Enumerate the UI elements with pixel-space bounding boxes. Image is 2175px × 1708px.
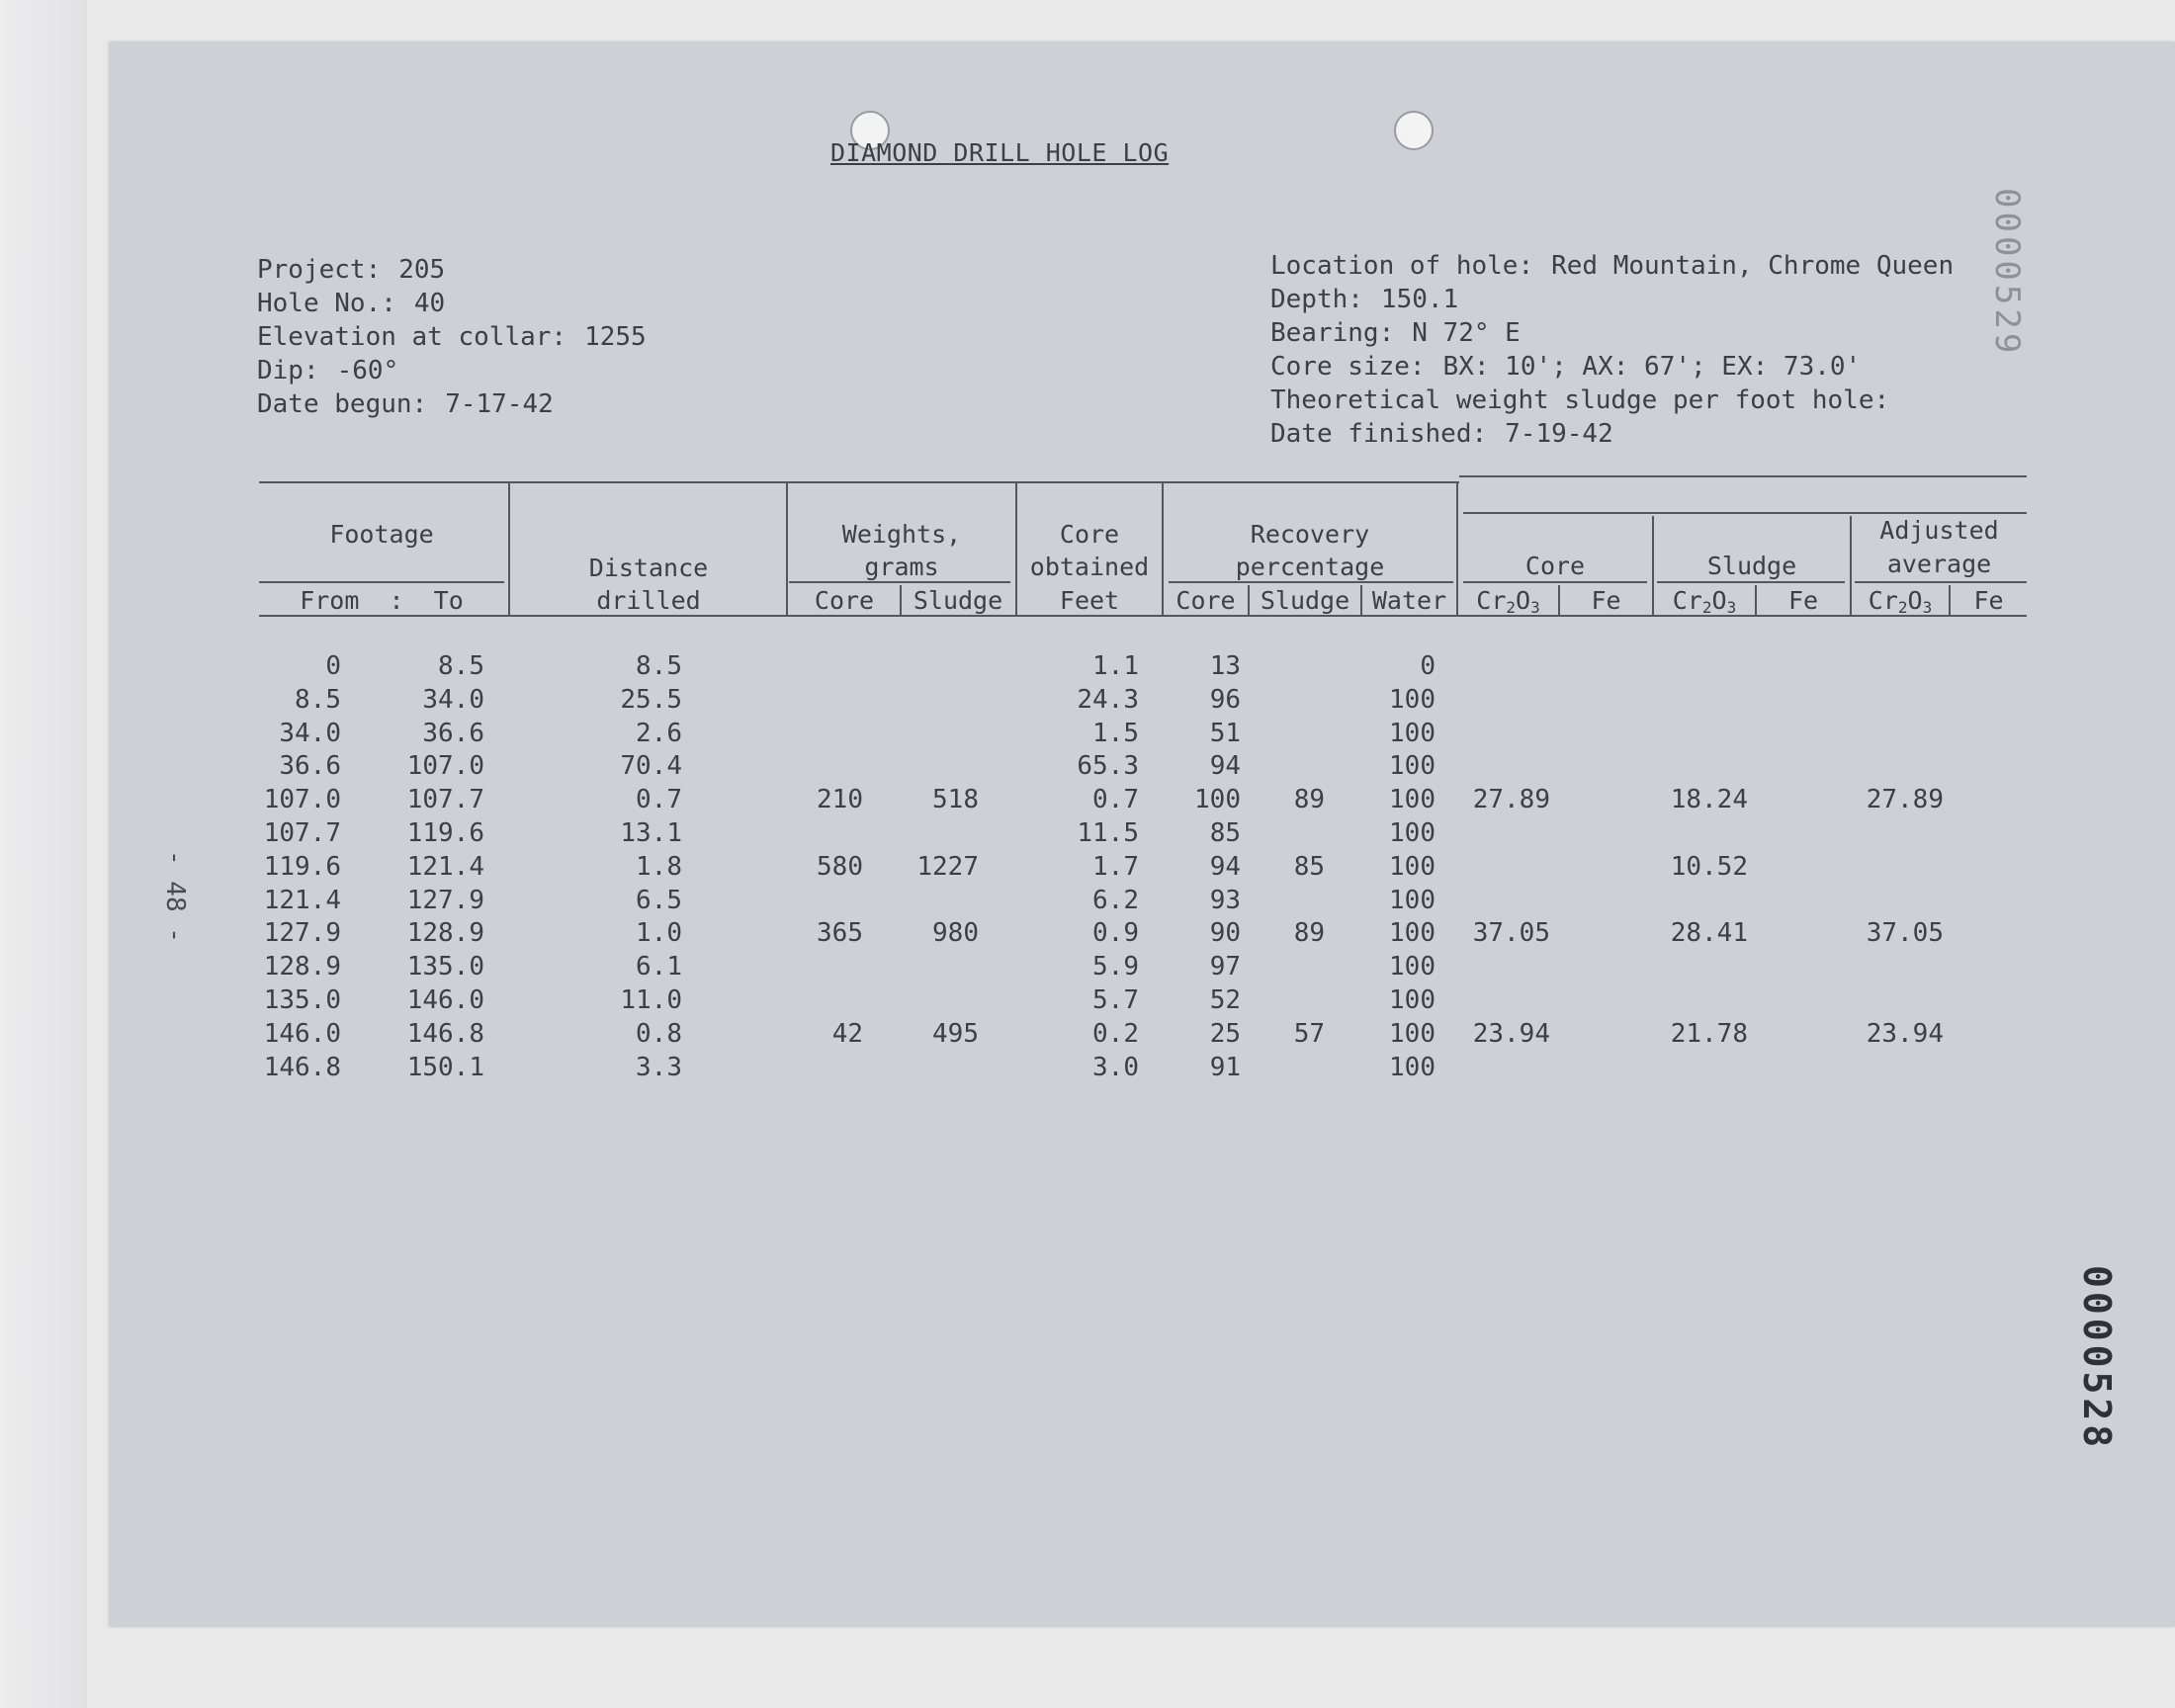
cell-weight-core: 210 (817, 785, 863, 814)
table-top-rule (259, 481, 1459, 483)
cell-core-feet: 3.0 (1092, 1053, 1139, 1082)
cell-from: 8.5 (295, 685, 341, 715)
cell-distance: 3.3 (636, 1053, 682, 1082)
header-recovery-sludge: Sludge (1260, 586, 1350, 615)
cell-recovery-core: 96 (1209, 685, 1241, 715)
cell-from: 34.0 (279, 719, 341, 748)
header-core: Core (1524, 552, 1586, 580)
cell-recovery-water: 100 (1389, 886, 1436, 915)
cell-from: 128.9 (263, 952, 341, 982)
cell-distance: 6.5 (636, 886, 682, 915)
info-value: Red Mountain, Chrome Queen (1551, 251, 1955, 281)
right-info-block (1270, 249, 1954, 451)
cell-recovery-core: 94 (1209, 751, 1241, 781)
cell-core-feet: 24.3 (1077, 685, 1139, 715)
cell-sludge-cr2o3: 10.52 (1670, 852, 1748, 882)
right-info-row (1270, 384, 1954, 417)
right-info-row (1270, 283, 1954, 316)
cell-recovery-sludge: 89 (1293, 785, 1325, 814)
cell-recovery-water: 100 (1389, 685, 1436, 715)
analysis-rule (1463, 512, 2027, 514)
cell-from: 119.6 (263, 852, 341, 882)
cell-from: 127.9 (263, 918, 341, 948)
adjusted-rule (1855, 581, 2027, 583)
cell-to: 119.6 (406, 818, 484, 848)
punch-hole-right (1394, 111, 1434, 150)
cell-to: 150.1 (406, 1053, 484, 1082)
cell-core-feet: 1.5 (1092, 719, 1139, 748)
cell-recovery-core: 100 (1194, 785, 1241, 814)
cell-from: 107.0 (263, 785, 341, 814)
cell-to: 135.0 (406, 952, 484, 982)
cell-recovery-water: 100 (1389, 852, 1436, 882)
cell-weight-sludge: 495 (932, 1019, 979, 1049)
header-recovery-1: Recovery (1250, 520, 1370, 549)
cell-adjusted-cr2o3: 27.89 (1866, 785, 1944, 814)
cell-from: 146.0 (263, 1019, 341, 1049)
header-sludge: Sludge (1706, 552, 1797, 580)
header-recovery-core: Core (1175, 586, 1236, 615)
cell-from: 121.4 (263, 886, 341, 915)
cell-from: 107.7 (263, 818, 341, 848)
cell-core-feet: 0.7 (1092, 785, 1139, 814)
cell-weight-sludge: 980 (932, 918, 979, 948)
info-value: N 72° E (1412, 318, 1521, 348)
cell-weight-sludge: 518 (932, 785, 979, 814)
info-value: 205 (398, 255, 446, 285)
right-info-row (1270, 316, 1954, 350)
right-info-row (1270, 417, 1954, 451)
cell-distance: 70.4 (620, 751, 682, 781)
cell-distance: 2.6 (636, 719, 682, 748)
cell-core-feet: 0.2 (1092, 1019, 1139, 1049)
cell-distance: 11.0 (620, 985, 682, 1015)
cell-core-feet: 6.2 (1092, 886, 1139, 915)
header-weights-2: grams (864, 553, 939, 581)
cell-adjusted-cr2o3: 23.94 (1866, 1019, 1944, 1049)
header-sludge-cr2o3: $Cr_2O_3$ (1672, 586, 1737, 617)
cell-distance: 13.1 (620, 818, 682, 848)
info-value: 1255 (584, 322, 647, 352)
cell-recovery-core: 97 (1209, 952, 1241, 982)
left-info-row (257, 354, 647, 387)
cell-adjusted-cr2o3: 37.05 (1866, 918, 1944, 948)
cell-to: 107.0 (406, 751, 484, 781)
info-value: 150.1 (1380, 285, 1459, 314)
info-label: Elevation at collar: (257, 322, 567, 352)
cell-recovery-core: 91 (1209, 1053, 1241, 1082)
header-weights-1: Weights, (841, 520, 962, 549)
info-label: Bearing: (1270, 318, 1395, 348)
cell-core-feet: 11.5 (1077, 818, 1139, 848)
cell-core-feet: 1.7 (1092, 852, 1139, 882)
right-info-row (1270, 249, 1954, 283)
cell-core-cr2o3: 27.89 (1472, 785, 1550, 814)
header-adjusted-1: Adjusted (1879, 516, 1999, 545)
left-info-row (257, 253, 647, 287)
cell-to: 146.8 (406, 1019, 484, 1049)
cell-core-feet: 1.1 (1092, 651, 1139, 681)
cell-recovery-sludge: 89 (1293, 918, 1325, 948)
info-value: 7-19-42 (1505, 419, 1613, 449)
cell-to: 8.5 (438, 651, 484, 681)
cell-core-feet: 65.3 (1077, 751, 1139, 781)
header-adjusted-2: average (1886, 550, 1992, 578)
info-label: Hole No.: (257, 289, 396, 318)
header-core-fe: Fe (1591, 586, 1621, 615)
cell-recovery-core: 13 (1209, 651, 1241, 681)
left-info-row (257, 320, 647, 354)
cell-to: 128.9 (406, 918, 484, 948)
header-recovery-water: Water (1371, 586, 1447, 615)
cell-weight-core: 580 (817, 852, 863, 882)
cell-core-feet: 5.9 (1092, 952, 1139, 982)
cell-sludge-cr2o3: 28.41 (1670, 918, 1748, 948)
cell-recovery-core: 85 (1209, 818, 1241, 848)
right-info-row (1270, 350, 1954, 384)
cell-from: 36.6 (279, 751, 341, 781)
info-label: Location of hole: (1270, 251, 1534, 281)
header-from-to: From : To (300, 586, 464, 615)
cell-recovery-core: 25 (1209, 1019, 1241, 1049)
info-value: -60° (336, 356, 399, 385)
cell-recovery-sludge: 85 (1293, 852, 1325, 882)
cell-to: 146.0 (406, 985, 484, 1015)
cell-to: 127.9 (406, 886, 484, 915)
document-title: DIAMOND DRILL HOLE LOG (830, 138, 1170, 167)
stamp-top: 0000529 (1987, 188, 2027, 358)
header-footage: Footage (329, 520, 434, 549)
header-core-obtained-2: obtained (1029, 553, 1150, 581)
core-rule (1463, 581, 1647, 583)
cell-distance: 25.5 (620, 685, 682, 715)
info-label: Date finished: (1270, 419, 1488, 449)
cell-core-cr2o3: 37.05 (1472, 918, 1550, 948)
cell-recovery-core: 90 (1209, 918, 1241, 948)
cell-recovery-water: 100 (1389, 719, 1436, 748)
cell-to: 34.0 (422, 685, 484, 715)
cell-recovery-water: 100 (1389, 918, 1436, 948)
info-label: Theoretical weight sludge per foot hole: (1270, 385, 1890, 415)
cell-from: 146.8 (263, 1053, 341, 1082)
info-label: Core size: (1270, 352, 1426, 382)
cell-distance: 0.7 (636, 785, 682, 814)
info-value: BX: 10'; AX: 67'; EX: 73.0' (1442, 352, 1862, 382)
info-label: Date begun: (257, 389, 428, 419)
cell-distance: 1.8 (636, 852, 682, 882)
info-label: Depth: (1270, 285, 1363, 314)
header-core-obtained-3: Feet (1059, 586, 1120, 615)
header-sludge-fe: Fe (1787, 586, 1819, 615)
cell-distance: 1.0 (636, 918, 682, 948)
cell-recovery-core: 51 (1209, 719, 1241, 748)
header-distance-1: Distance (588, 554, 709, 582)
cell-recovery-water: 100 (1389, 785, 1436, 814)
cell-recovery-water: 100 (1389, 751, 1436, 781)
cell-core-feet: 0.9 (1092, 918, 1139, 948)
info-value: 40 (413, 289, 446, 318)
info-value: 7-17-42 (445, 389, 554, 419)
header-recovery-2: percentage (1235, 553, 1385, 581)
header-weights-core: Core (814, 586, 875, 615)
cell-distance: 0.8 (636, 1019, 682, 1049)
cell-core-cr2o3: 23.94 (1472, 1019, 1550, 1049)
cell-to: 107.7 (406, 785, 484, 814)
table-top-rule-right (1459, 475, 2027, 477)
cell-sludge-cr2o3: 21.78 (1670, 1019, 1748, 1049)
cell-sludge-cr2o3: 18.24 (1670, 785, 1748, 814)
cell-recovery-water: 100 (1389, 1053, 1436, 1082)
left-info-row (257, 287, 647, 320)
scan-background (0, 0, 87, 1708)
header-core-cr2o3: $Cr_2O_3$ (1476, 586, 1540, 617)
footage-rule (259, 581, 504, 583)
left-info-block (257, 253, 647, 421)
cell-recovery-water: 100 (1389, 818, 1436, 848)
cell-recovery-water: 100 (1389, 985, 1436, 1015)
cell-recovery-core: 94 (1209, 852, 1241, 882)
cell-weight-core: 365 (817, 918, 863, 948)
cell-recovery-core: 52 (1209, 985, 1241, 1015)
header-distance-2: drilled (596, 586, 701, 615)
left-info-row (257, 387, 647, 421)
cell-recovery-water: 100 (1389, 952, 1436, 982)
info-label: Project: (257, 255, 382, 285)
stamp-bottom: 0000528 (2075, 1265, 2119, 1452)
cell-weight-sludge: 1227 (916, 852, 979, 882)
cell-distance: 6.1 (636, 952, 682, 982)
cell-recovery-core: 93 (1209, 886, 1241, 915)
cell-to: 36.6 (422, 719, 484, 748)
cell-recovery-sludge: 57 (1293, 1019, 1325, 1049)
cell-from: 135.0 (263, 985, 341, 1015)
cell-from: 0 (325, 651, 341, 681)
header-weights-sludge: Sludge (913, 586, 1003, 615)
cell-weight-core: 42 (831, 1019, 863, 1049)
cell-to: 121.4 (406, 852, 484, 882)
cell-recovery-water: 100 (1389, 1019, 1436, 1049)
cell-recovery-water: 0 (1420, 651, 1436, 681)
header-core-obtained-1: Core (1059, 520, 1120, 549)
cell-core-feet: 5.7 (1092, 985, 1139, 1015)
header-adjusted-fe: Fe (1973, 586, 2004, 615)
header-adjusted-cr2o3: $Cr_2O_3$ (1868, 586, 1933, 617)
cell-distance: 8.5 (636, 651, 682, 681)
page-number: - 48 - (160, 850, 190, 943)
info-label: Dip: (257, 356, 319, 385)
sludge-rule (1657, 581, 1845, 583)
